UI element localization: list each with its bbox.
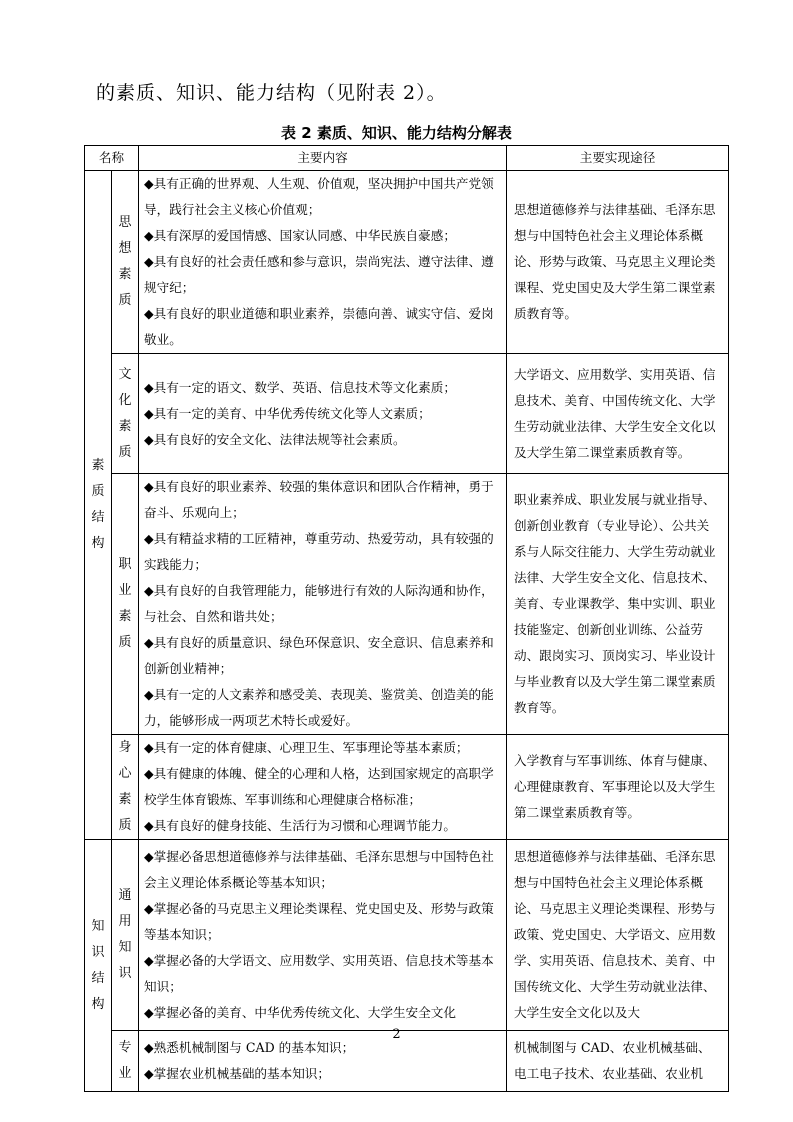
content-item: ◆具有精益求精的工匠精神，尊重劳动、热爱劳动，具有较强的实践能力； [144,531,494,572]
path-cell: 思想道德修养与法律基础、毛泽东思想与中国特色社会主义理论体系概论、马克思主义理论类课程、形势与政策、党史国史、大学语文、应用数学、实用英语、信息技术、美育、中国传统文化、大学生劳动就业法律、大学生安全文化以及大 [507,840,729,1031]
content-item: ◆具有一定的语文、数学、英语、信息技术等文化素质； [144,379,456,395]
table-row [85,171,729,354]
content-cell [139,840,507,1031]
path-cell: 机械制图与 CAD、农业机械基础、电工电子技术、农业基础、农业机 [507,1031,729,1092]
header-content: 主要内容 [139,146,507,171]
content-item: ◆具有良好的质量意识、绿色环保意识、安全意识、信息素养和创新创业精神； [144,635,494,676]
page-number: 2 [392,1027,401,1042]
content-item: ◆具有深厚的爱国情感、国家认同感、中华民族自豪感； [144,228,456,243]
sub-label: 通用知识 [112,840,139,1031]
path-cell: 思想道德修养与法律基础、毛泽东思想与中国特色社会主义理论体系概论、形势与政策、马克思主义理论类课程、党史国史及大学生第二课堂素质教育等。 [507,171,729,354]
path-cell: 入学教育与军事训练、体育与健康、心理健康教育、军事理论以及大学生第二课堂素质教育等。 [507,735,729,840]
sub-label: 专业 [112,1031,139,1092]
content-item: ◆熟悉机械制图与 CAD 的基本知识； [144,1040,355,1055]
content-item: ◆掌握农业机械基础的基本知识； [144,1066,330,1081]
content-item: ◆具有良好的健身技能、生活行为习惯和心理调节能力。 [144,818,456,833]
content-item: ◆掌握必备的美育、中华优秀传统文化、大学生安全文化 [144,1005,456,1020]
content-item: ◆具有一定的人文素养和感受美、表现美、鉴赏美、创造美的能力，能够形成一两项艺术特长或爱好。 [144,687,494,728]
content-cell [139,735,507,840]
content-cell [139,474,507,735]
content-cell [139,354,507,474]
sub-label: 思想素质 [112,171,139,354]
table-caption: 表 2 素质、知识、能力结构分解表 [281,124,512,142]
content-item: ◆具有良好的安全文化、法律法规等社会素质。 [144,431,406,447]
content-item: ◆掌握必备的大学语文、应用数学、实用英语、信息技术等基本知识； [144,953,494,994]
structure-table [84,145,729,1092]
sub-label: 身心素质 [112,735,139,840]
path-cell: 职业素养成、职业发展与就业指导、创新创业教育（专业导论）、公共关系与人际交往能力、大学生劳动就业法律、大学生安全文化、信息技术、美育、专业课教学、集中实训、职业技能鉴定、创新创业训练、公益劳动、跟岗实习、顶岗实习、毕业设计与毕业教育以及大学生第二课堂素质教育等。 [507,474,729,735]
content-item: ◆具有健康的体魄、健全的心理和人格，达到国家规定的高职学校学生体育锻炼、军事训练和心理健康合格标准； [144,766,494,807]
table-row [85,474,729,735]
header-path: 主要实现途径 [507,146,729,171]
intro-text: 的素质、知识、能力结构（见附表 2）。 [96,82,447,104]
path-cell: 大学语文、应用数学、实用英语、信息技术、美育、中国传统文化、大学生劳动就业法律、大学生安全文化以及大学生第二课堂素质教育等。 [507,354,729,474]
table-row [85,354,729,474]
content-item: ◆具有良好的职业素养、较强的集体意识和团队合作精神，勇于奋斗、乐观向上； [144,479,494,520]
sub-label: 职业素质 [112,474,139,735]
content-item: ◆掌握必备思想道德修养与法律基础、毛泽东思想与中国特色社会主义理论体系概论等基本知识； [144,849,494,890]
content-cell [139,171,507,354]
table-header-row [85,146,729,171]
table-row [85,735,729,840]
content-item: ◆具有一定的体育健康、心理卫生、军事理论等基本素质； [144,740,469,755]
content-item: ◆具有良好的社会责任感和参与意识，崇尚宪法、遵守法律、遵规守纪； [144,254,494,295]
group-knowledge: 知识结构 [85,840,112,1092]
table-row [85,840,729,1031]
sub-label: 文化素质 [112,354,139,474]
content-item: ◆具有良好的自我管理能力，能够进行有效的人际沟通和协作，与社会、自然和谐共处； [144,583,494,624]
content-item: ◆具有正确的世界观、人生观、价值观，坚决拥护中国共产党领导，践行社会主义核心价值观； [144,176,494,217]
content-item: ◆具有一定的美育、中华优秀传统文化等人文素质； [144,405,431,421]
header-name: 名称 [85,146,139,171]
content-item: ◆具有良好的职业道德和职业素养，崇德向善、诚实守信、爱岗敬业。 [144,306,494,347]
group-quality: 素质结构 [85,171,112,840]
content-item: ◆掌握必备的马克思主义理论类课程、党史国史及、形势与政策等基本知识； [144,901,494,942]
